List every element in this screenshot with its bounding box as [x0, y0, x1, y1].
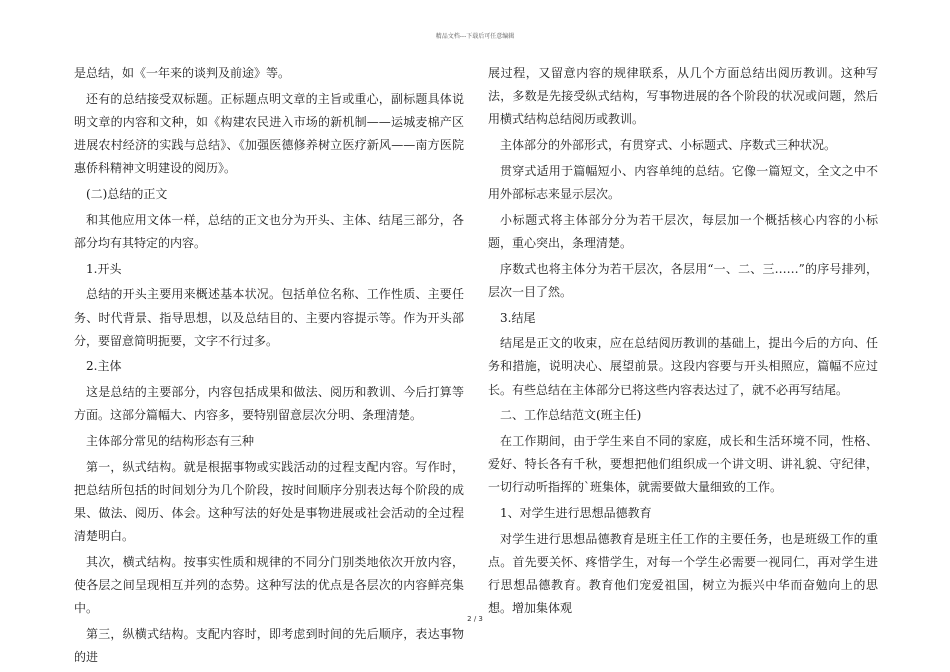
- paragraph: 在工作期间，由于学生来自不同的家庭，成长和生活环境不同，性格、爱好、特长各有千秋，要想把他们组织成一个讲文明、讲礼貌、守纪律，一切行动听指挥的`班集体，就需要做大量细致的工作。: [488, 434, 878, 495]
- paragraph: 还有的总结接受双标题。正标题点明文章的主旨或重心，副标题具体说明文章的内容和文种，如《构建农民进入市场的新机制——运城麦棉产区进展农村经济的实践与总结》、《加强医德修养树立医疗新风——南方医院惠侨科精神文明建设的阅历》。: [74, 91, 464, 176]
- paragraph: 其次，横式结构。按事实性质和规律的不同分门别类地依次开放内容，使各层之间呈现相互并列的态势。这种写法的优点是各层次的内容鲜亮集中。: [74, 555, 464, 616]
- paragraph: 2.主体: [86, 359, 122, 374]
- left-column: [74, 62, 464, 670]
- paragraph: (二)总结的正文: [86, 187, 168, 202]
- paragraph: 贯穿式适用于篇幅短小、内容单纯的总结。它像一篇短文，全文之中不用外部标志来显示层次。: [488, 163, 878, 202]
- page-number: 2 / 3: [467, 615, 483, 623]
- paragraph: 是总结，如《一年来的谈判及前途》等。: [74, 66, 291, 80]
- paragraph: 3.结尾: [500, 310, 536, 325]
- paragraph: 第一，纵式结构。就是根据事物或实践活动的过程支配内容。写作时，把总结所包括的时间划分为几个阶段，按时间顺序分别表达每个阶段的成果、做法、阅历、体会。这种写法的好处是事物进展或社会活动的全过程清楚明白。: [74, 459, 464, 544]
- paragraph: 结尾是正文的收束，应在总结阅历教训的基础上，提出今后的方向、任务和措施，说明决心、展望前景。这段内容要与开头相照应，篇幅不应过长。有些总结在主体部分已将这些内容表达过了，就不必再写结尾。: [488, 336, 878, 397]
- paragraph: 主体部分常见的结构形态有三种: [86, 434, 255, 449]
- paragraph: 1.开头: [86, 261, 122, 276]
- paragraph: 总结的开头主要用来概述基本状况。包括单位名称、工作性质、主要任务、时代背景、指导思想，以及总结目的、主要内容提示等。作为开头部分，要留意简明扼要，文字不行过多。: [74, 287, 464, 348]
- paragraph: 对学生进行思想品德教育是班主任工作的主要任务，也是班级工作的重点。首先要关怀、疼惜学生，对每一个学生必需要一视同仁，再对学生进行思想品德教育。教育他们宠爱祖国，树立为振兴中华而奋勉向上的思想。增加集体观: [488, 531, 878, 616]
- paragraph: 这是总结的主要部分，内容包括成果和做法、阅历和教训、今后打算等方面。这部分篇幅大、内容多，要特别留意层次分明、条理清楚。: [74, 385, 464, 423]
- paragraph: 第三，纵横式结构。支配内容时，即考虑到时间的先后顺序，表达事物的进: [74, 627, 464, 665]
- right-column: [488, 62, 878, 621]
- paragraph: 小标题式将主体部分分为若干层次，每层加一个概括核心内容的小标题，重心突出，条理清楚。: [488, 212, 878, 250]
- paragraph: 主体部分的外部形式，有贯穿式、小标题式、序数式三种状况。: [500, 138, 837, 153]
- paragraph: 1、对学生进行思想品德教育: [500, 506, 652, 521]
- paragraph: 展过程，又留意内容的规律联系，从几个方面总结出阅历教训。这种写法，多数是先接受纵式结构，写事物进展的各个阶段的状况或问题，然后用横式结构总结阅历或教训。: [488, 66, 878, 127]
- paragraph: 序数式也将主体分为若干层次，各层用“一、二、三……”的序号排列，层次一目了然。: [488, 261, 878, 299]
- paragraph: 和其他应用文体一样，总结的正文也分为开头、主体、结尾三部分，各部分均有其特定的内容。: [74, 212, 464, 250]
- paragraph: 二、工作总结范文(班主任): [500, 408, 642, 423]
- page-header: 精品文档---下载后可任意编辑: [435, 33, 515, 40]
